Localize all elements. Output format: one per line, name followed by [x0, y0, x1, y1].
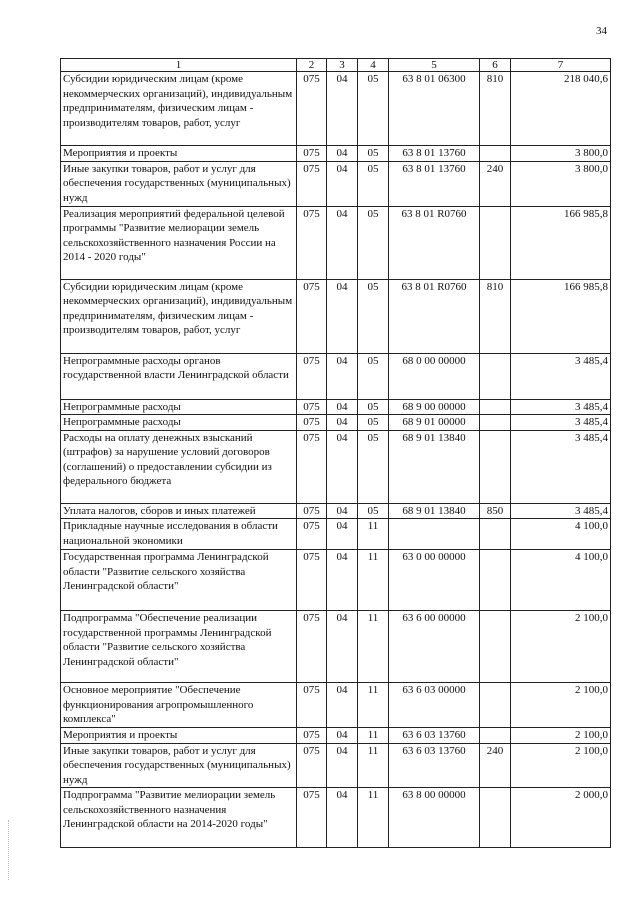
- col-header-3: 3: [327, 59, 358, 72]
- cell-section: 04: [327, 430, 358, 503]
- cell-expense-type: [480, 611, 511, 683]
- cell-target-article: 63 8 01 R0760: [389, 279, 480, 353]
- cell-target-article: 63 0 00 00000: [389, 550, 480, 611]
- cell-expense-type: [480, 415, 511, 431]
- cell-subsection: 11: [358, 743, 389, 788]
- table-row: [61, 399, 611, 415]
- cell-subsection: 05: [358, 430, 389, 503]
- table-row: [61, 146, 611, 162]
- cell-ministry: 075: [297, 72, 327, 146]
- cell-target-article: 63 8 01 R0760: [389, 206, 480, 279]
- cell-amount: 2 100,0: [511, 743, 611, 788]
- cell-subsection: 05: [358, 206, 389, 279]
- cell-ministry: 075: [297, 788, 327, 848]
- row-name: Иные закупки товаров, работ и услуг для обеспечения государственных (муниципальных) нужд: [61, 743, 297, 788]
- cell-target-article: 63 6 03 13760: [389, 728, 480, 744]
- table-row: [61, 550, 611, 611]
- cell-expense-type: [480, 788, 511, 848]
- table-row: [61, 206, 611, 279]
- cell-section: 04: [327, 683, 358, 728]
- cell-ministry: 075: [297, 728, 327, 744]
- cell-section: 04: [327, 279, 358, 353]
- cell-expense-type: [480, 146, 511, 162]
- page-number: 34: [596, 25, 607, 37]
- header-row: [61, 59, 611, 72]
- cell-ministry: 075: [297, 146, 327, 162]
- cell-expense-type: 810: [480, 279, 511, 353]
- cell-ministry: 075: [297, 683, 327, 728]
- col-header-5: 5: [389, 59, 480, 72]
- cell-amount: 3 485,4: [511, 399, 611, 415]
- table-row: [61, 519, 611, 550]
- cell-section: 04: [327, 550, 358, 611]
- budget-table: [60, 58, 611, 848]
- cell-amount: 3 485,4: [511, 430, 611, 503]
- table-row: [61, 788, 611, 848]
- table-row: [61, 683, 611, 728]
- cell-amount: 3 800,0: [511, 161, 611, 206]
- cell-ministry: 075: [297, 550, 327, 611]
- cell-expense-type: [480, 728, 511, 744]
- cell-section: 04: [327, 611, 358, 683]
- col-header-1: 1: [61, 59, 297, 72]
- cell-subsection: 11: [358, 550, 389, 611]
- cell-subsection: 11: [358, 519, 389, 550]
- cell-section: 04: [327, 788, 358, 848]
- row-name: Расходы на оплату денежных взысканий (штрафов) за нарушение условий договоров (соглашений) о предоставлении субсидии из федерального бюджета: [61, 430, 297, 503]
- table-row: [61, 611, 611, 683]
- cell-subsection: 05: [358, 399, 389, 415]
- row-name: Мероприятия и проекты: [61, 146, 297, 162]
- row-name: Прикладные научные исследования в области национальной экономики: [61, 519, 297, 550]
- cell-ministry: 075: [297, 415, 327, 431]
- cell-amount: 3 485,4: [511, 503, 611, 519]
- cell-amount: 3 800,0: [511, 146, 611, 162]
- cell-expense-type: [480, 550, 511, 611]
- cell-ministry: 075: [297, 430, 327, 503]
- col-header-4: 4: [358, 59, 389, 72]
- cell-subsection: 05: [358, 503, 389, 519]
- cell-amount: 4 100,0: [511, 519, 611, 550]
- cell-expense-type: [480, 430, 511, 503]
- table-row: [61, 415, 611, 431]
- cell-target-article: 63 6 03 00000: [389, 683, 480, 728]
- row-name: Уплата налогов, сборов и иных платежей: [61, 503, 297, 519]
- col-header-6: 6: [480, 59, 511, 72]
- cell-ministry: 075: [297, 503, 327, 519]
- row-name: Непрограммные расходы: [61, 415, 297, 431]
- row-name: Иные закупки товаров, работ и услуг для обеспечения государственных (муниципальных) нужд: [61, 161, 297, 206]
- cell-section: 04: [327, 206, 358, 279]
- table-row: [61, 353, 611, 399]
- cell-amount: 3 485,4: [511, 353, 611, 399]
- row-name: Подпрограмма "Обеспечение реализации государственной программы Ленинградской области "Развитие сельского хозяйства Ленинградской области": [61, 611, 297, 683]
- cell-ministry: 075: [297, 161, 327, 206]
- cell-section: 04: [327, 743, 358, 788]
- row-name: Государственная программа Ленинградской области "Развитие сельского хозяйства Ленинградской области": [61, 550, 297, 611]
- cell-ministry: 075: [297, 206, 327, 279]
- cell-expense-type: 810: [480, 72, 511, 146]
- cell-amount: 2 100,0: [511, 728, 611, 744]
- table-row: [61, 728, 611, 744]
- cell-target-article: 63 6 00 00000: [389, 611, 480, 683]
- row-name: Мероприятия и проекты: [61, 728, 297, 744]
- cell-target-article: 68 9 01 00000: [389, 415, 480, 431]
- cell-section: 04: [327, 519, 358, 550]
- cell-expense-type: [480, 353, 511, 399]
- cell-expense-type: 240: [480, 743, 511, 788]
- cell-subsection: 05: [358, 415, 389, 431]
- cell-subsection: 11: [358, 788, 389, 848]
- cell-ministry: 075: [297, 399, 327, 415]
- cell-subsection: 05: [358, 161, 389, 206]
- cell-amount: 2 100,0: [511, 683, 611, 728]
- cell-expense-type: 850: [480, 503, 511, 519]
- cell-subsection: 11: [358, 683, 389, 728]
- cell-expense-type: [480, 683, 511, 728]
- cell-section: 04: [327, 503, 358, 519]
- row-name: Реализация мероприятий федеральной целевой программы "Развитие мелиорации земель сельскохозяйственного назначения России на 2014 - 2020 годы": [61, 206, 297, 279]
- cell-subsection: 05: [358, 353, 389, 399]
- cell-expense-type: [480, 399, 511, 415]
- col-header-2: 2: [297, 59, 327, 72]
- col-header-7: 7: [511, 59, 611, 72]
- row-name: Основное мероприятие "Обеспечение функционирования агропромышленного комплекса": [61, 683, 297, 728]
- row-name: Непрограммные расходы органов государственной власти Ленинградской области: [61, 353, 297, 399]
- cell-section: 04: [327, 146, 358, 162]
- cell-subsection: 05: [358, 72, 389, 146]
- cell-expense-type: [480, 519, 511, 550]
- cell-ministry: 075: [297, 743, 327, 788]
- cell-target-article: 63 6 03 13760: [389, 743, 480, 788]
- cell-target-article: 63 8 01 13760: [389, 146, 480, 162]
- cell-section: 04: [327, 399, 358, 415]
- cell-target-article: 68 9 01 13840: [389, 503, 480, 519]
- cell-target-article: 63 8 01 13760: [389, 161, 480, 206]
- table-row: [61, 161, 611, 206]
- cell-target-article: 63 8 01 06300: [389, 72, 480, 146]
- cell-section: 04: [327, 161, 358, 206]
- cell-section: 04: [327, 72, 358, 146]
- cell-target-article: 68 9 01 13840: [389, 430, 480, 503]
- cell-amount: 4 100,0: [511, 550, 611, 611]
- row-name: Субсидии юридическим лицам (кроме некоммерческих организаций), индивидуальным предпринимателям, физическим лицам - производителям товаров, работ, услуг: [61, 279, 297, 353]
- scan-edge-marks: [8, 820, 10, 880]
- cell-subsection: 05: [358, 146, 389, 162]
- row-name: Субсидии юридическим лицам (кроме некоммерческих организаций), индивидуальным предпринимателям, физическим лицам - производителям товаров, работ, услуг: [61, 72, 297, 146]
- table-row: [61, 503, 611, 519]
- cell-ministry: 075: [297, 519, 327, 550]
- cell-subsection: 05: [358, 279, 389, 353]
- cell-ministry: 075: [297, 353, 327, 399]
- cell-subsection: 11: [358, 728, 389, 744]
- cell-amount: 2 100,0: [511, 611, 611, 683]
- cell-target-article: 63 8 00 00000: [389, 788, 480, 848]
- cell-amount: 166 985,8: [511, 206, 611, 279]
- cell-section: 04: [327, 415, 358, 431]
- cell-target-article: [389, 519, 480, 550]
- cell-ministry: 075: [297, 611, 327, 683]
- table-row: [61, 72, 611, 146]
- cell-amount: 3 485,4: [511, 415, 611, 431]
- cell-subsection: 11: [358, 611, 389, 683]
- table-row: [61, 743, 611, 788]
- row-name: Подпрограмма "Развитие мелиорации земель сельскохозяйственного назначения Ленинградской области на 2014-2020 годы": [61, 788, 297, 848]
- table-row: [61, 279, 611, 353]
- cell-amount: 218 040,6: [511, 72, 611, 146]
- cell-ministry: 075: [297, 279, 327, 353]
- cell-amount: 166 985,8: [511, 279, 611, 353]
- row-name: Непрограммные расходы: [61, 399, 297, 415]
- cell-target-article: 68 0 00 00000: [389, 353, 480, 399]
- table-row: [61, 430, 611, 503]
- cell-expense-type: 240: [480, 161, 511, 206]
- cell-section: 04: [327, 728, 358, 744]
- cell-target-article: 68 9 00 00000: [389, 399, 480, 415]
- cell-expense-type: [480, 206, 511, 279]
- cell-amount: 2 000,0: [511, 788, 611, 848]
- cell-section: 04: [327, 353, 358, 399]
